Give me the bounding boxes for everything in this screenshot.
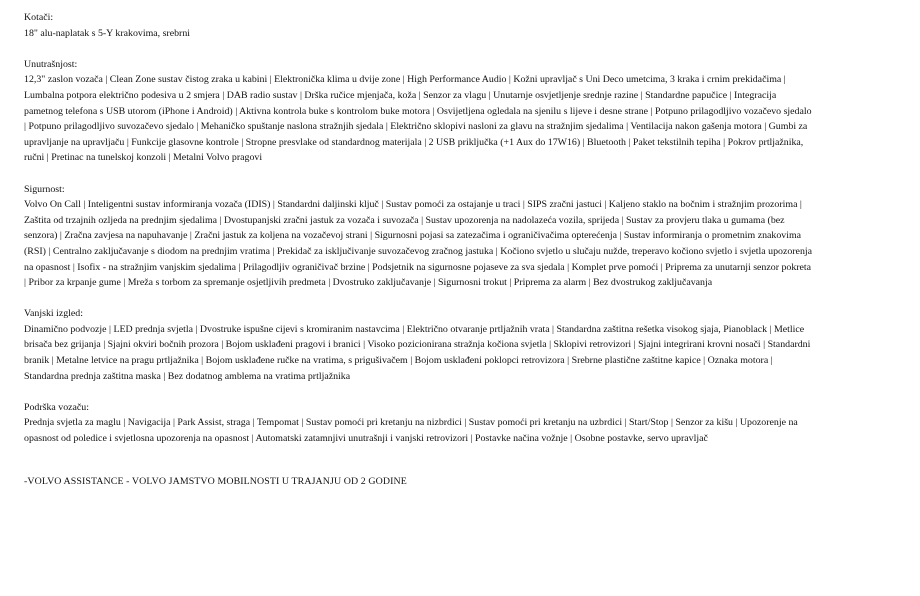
section-heading-exterior: Vanjski izgled: xyxy=(24,308,83,320)
section-wheels xyxy=(24,10,814,41)
section-body-driver-support: Prednja svjetla za maglu | Navigacija | Park Assist, straga | Tempomat | Sustav pomoći pri kretanju na nizbrdici | Sustav pomoći pri kretanju na uzbrdici | Start/Stop | Senzor za kišu | Upozorenje na opasnost od poledice i svjetlosna upozorenja na opasnost | Automatski zatamnjivi unutrašnji i vanjski retrovizori | Postavke načina vožnje | Osobne postavke, servo upravljač xyxy=(24,417,798,445)
section-body-exterior: Dinamično podvozje | LED prednja svjetla | Dvostruke ispušne cijevi s kromiranim nastavcima | Električno otvaranje prtljažnih vrata | Standardna zaštitna rešetka visokog sjaja, Pianoblack | Metlice brisača bez grijanja | Sjajni okviri bočnih prozora | Bojom usklađeni pragovi i branici | Visoko pozicionirana stražnja kočiona svjetla | Sklopivi retrovizori | Sjajni integrirani krovni nosači | Standardni branik | Metalne letvice na pragu prtljažnika | Bojom usklađene ručke na vratima, s prigušivačem | Bojom usklađeni poklopci retrovizora | Srebrne plastične zaštitne kapice | Oznaka motora | Standardna prednja zaštitna maska | Bez dodatnog amblema na vratima prtljažnika xyxy=(24,323,811,382)
assistance-footer: -VOLVO ASSISTANCE - VOLVO JAMSTVO MOBILNOSTI U TRAJANJU OD 2 GODINE xyxy=(24,475,407,487)
section-heading-safety: Sigurnost: xyxy=(24,183,65,195)
section-body-safety: Volvo On Call | Inteligentni sustav informiranja vozača (IDIS) | Standardni daljinski ključ | Sustav pomoći za ostajanje u traci | SIPS zračni jastuci | Kaljeno staklo na bočnim i stražnjim prozorima | Zaštita od trzajnih ozljeda na prednjim sjedalima | Dvostupanjski zračni jastuk za vozača i suvozača | Sustav upozorenja na nadolazeća vozila, sprijeda | Sustav za provjeru tlaka u gumama (bez senzora) | Zračna zavjesa na napuhavanje | Zračni jastuk za koljena na vozačevoj strani | Sigurnosni pojasi sa zatezačima i ograničivačima opterećenja | Sustav informiranja o prometnim znakovima (RSI) | Centralno zaključavanje s diodom na prednjim vratima | Prekidač za isključivanje suvozačevog zračnog jastuka | Kočiono svjetlo u slučaju nužde, treperavo kočiono svjetlo i svjetla upozorenja na opasnost | Isofix - na stražnjim vanjskim sjedalima | Prilagodljiv ograničivač brzine | Podsjetnik na sigurnosne pojaseve za sva sjedala | Komplet prve pomoći | Priprema za unutarnji senzor pokreta | Pribor za krpanje gume | Mreža s torbom za spremanje osjetljivih predmeta | Dvostruko zaključavanje | Sigurnosni trokut | Priprema za alarm | Bez dvostrukog zaključavanja xyxy=(24,199,813,289)
section-heading-driver-support: Podrška vozaču: xyxy=(24,401,89,413)
vehicle-equipment-document xyxy=(24,10,814,489)
section-exterior xyxy=(24,306,814,384)
section-safety xyxy=(24,182,814,291)
section-driver-support xyxy=(24,400,814,447)
section-body-wheels: 18" alu-naplatak s 5-Y krakovima, srebrni xyxy=(24,27,191,39)
section-body-interior: 12,3" zaslon vozača | Clean Zone sustav čistog zraka u kabini | Elektronička klima u dvije zone | High Performance Audio | Kožni upravljač s Uni Deco umetcima, 3 kraka i crnim prekidačima | Lumbalna potpora električno podesiva u 2 smjera | DAB radio sustav | Drška ručice mjenjača, koža | Senzor za vlagu | Unutarnje osvjetljenje srednje razine | Standardne papučice | Integracija pametnog telefona s USB utorom (iPhone i Android) | Aktivna kontrola buke s kontrolom buke motora | Osvijetljena ogledala na sjenilu s lijeve i desne strane | Potpuno prilagodljivo vozačevo sjedalo | Potpuno prilagodljivo suvozačevo sjedalo | Mehaničko spuštanje naslona stražnjih sjedala | Električno sklopivi nasloni za glavu na stražnjim sjedalima | Ventilacija nakon gašenja motora | Gumbi za upravljanje na upravljaču | Funkcije glasovne kontrole | Stropne presvlake od standardnog materijala | 2 USB priključka (+1 Aux do 17W16) | Bluetooth | Paket tekstilnih tepiha | Pokrov prtljažnika, ručni | Pretinac na tunelskoj konzoli | Metalni Volvo pragovi xyxy=(24,74,812,164)
section-heading-interior: Unutrašnjost: xyxy=(24,58,78,70)
section-heading-wheels: Kotači: xyxy=(24,12,54,23)
section-interior xyxy=(24,57,814,166)
